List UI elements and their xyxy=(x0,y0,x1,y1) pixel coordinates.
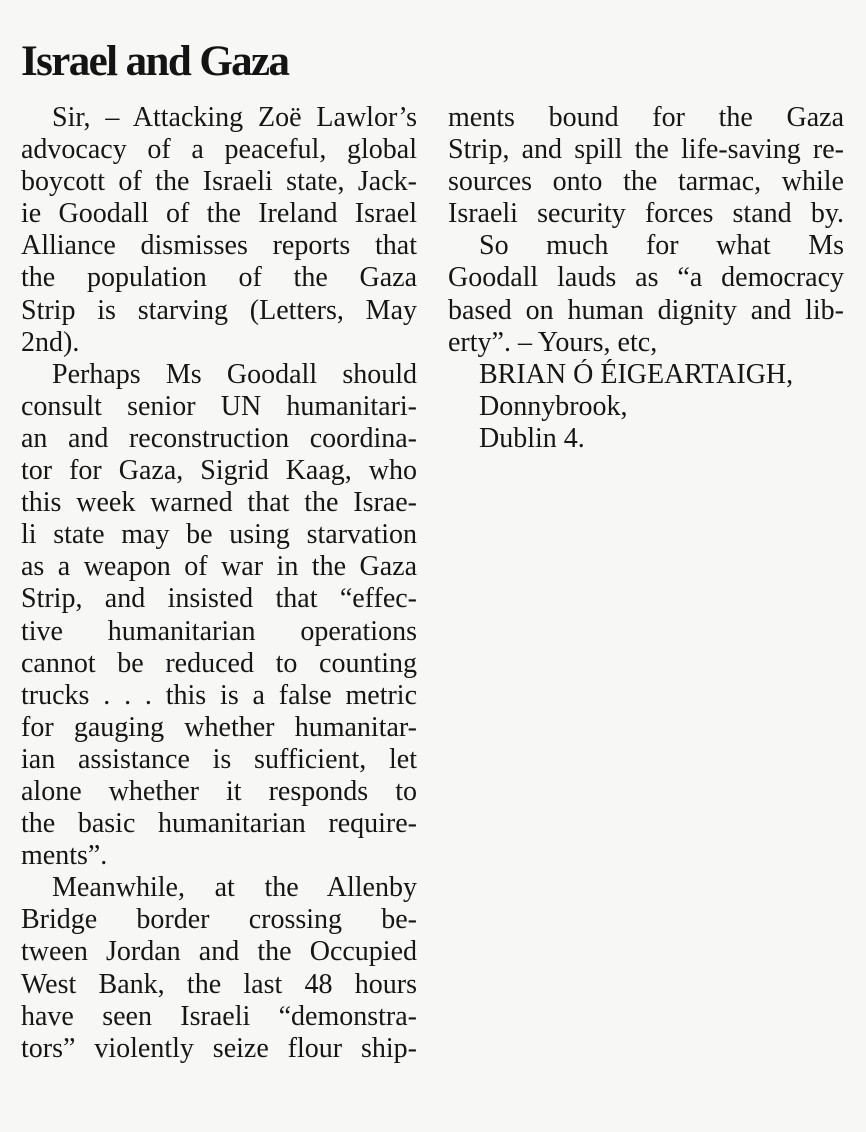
text-line: based on human dignity and lib- xyxy=(448,294,844,326)
signature-city: Dublin 4. xyxy=(479,422,585,454)
text-line: Meanwhile, at the Allenby xyxy=(52,872,417,904)
text-line: the basic humanitarian require- xyxy=(21,808,417,840)
text-line: li state may be using starvation xyxy=(21,519,417,551)
text-line: Israeli security forces stand by. xyxy=(448,198,844,230)
text-line: 2nd). xyxy=(21,326,80,358)
text-line: ie Goodall of the Ireland Israel xyxy=(21,198,417,230)
text-line: tors” violently seize flour ship- xyxy=(21,1032,417,1064)
text-line: for gauging whether humanitar- xyxy=(21,711,417,743)
text-line: tor for Gaza, Sigrid Kaag, who xyxy=(21,455,417,487)
text-line: Strip, and insisted that “effec- xyxy=(21,583,417,615)
signature-name: BRIAN Ó ÉIGEARTAIGH, xyxy=(479,358,794,390)
text-line: Goodall lauds as “a democracy xyxy=(448,262,844,294)
text-line: tive humanitarian operations xyxy=(21,615,417,647)
text-line: ments”. xyxy=(21,840,108,872)
text-line: consult senior UN humanitari- xyxy=(21,390,417,422)
text-line: trucks . . . this is a false metric xyxy=(21,679,417,711)
text-line: advocacy of a peaceful, global xyxy=(21,134,417,166)
text-line: Bridge border crossing be- xyxy=(21,904,417,936)
text-line: this week warned that the Israe- xyxy=(21,487,417,519)
text-line: the population of the Gaza xyxy=(21,262,417,294)
text-line: Sir, – Attacking Zoë Lawlor’s xyxy=(52,102,417,133)
text-line: alone whether it responds to xyxy=(21,775,417,807)
text-line: Perhaps Ms Goodall should xyxy=(52,358,417,390)
text-line: have seen Israeli “demonstra- xyxy=(21,1000,417,1032)
letter-column-left xyxy=(21,102,417,1065)
text-line: Strip is starving (Letters, May xyxy=(21,294,417,326)
text-line: erty”. – Yours, etc, xyxy=(448,326,658,358)
letter-column-right xyxy=(448,102,844,455)
text-line: Strip, and spill the life-saving re- xyxy=(448,134,844,166)
text-line: as a weapon of war in the Gaza xyxy=(21,551,417,583)
text-line: cannot be reduced to counting xyxy=(21,647,417,679)
signature-area: Donnybrook, xyxy=(479,390,628,422)
text-line: sources onto the tarmac, while xyxy=(448,166,844,198)
text-line: tween Jordan and the Occupied xyxy=(21,936,417,968)
text-line: Alliance dismisses reports that xyxy=(21,230,417,262)
letter-headline: Israel and Gaza xyxy=(21,38,289,85)
text-line: ments bound for the Gaza xyxy=(448,102,844,133)
text-line: an and reconstruction coordina- xyxy=(21,422,417,454)
text-line: West Bank, the last 48 hours xyxy=(21,968,417,1000)
text-line: boycott of the Israeli state, Jack- xyxy=(21,166,417,198)
text-line: ian assistance is sufficient, let xyxy=(21,743,417,775)
text-line: So much for what Ms xyxy=(479,230,844,262)
